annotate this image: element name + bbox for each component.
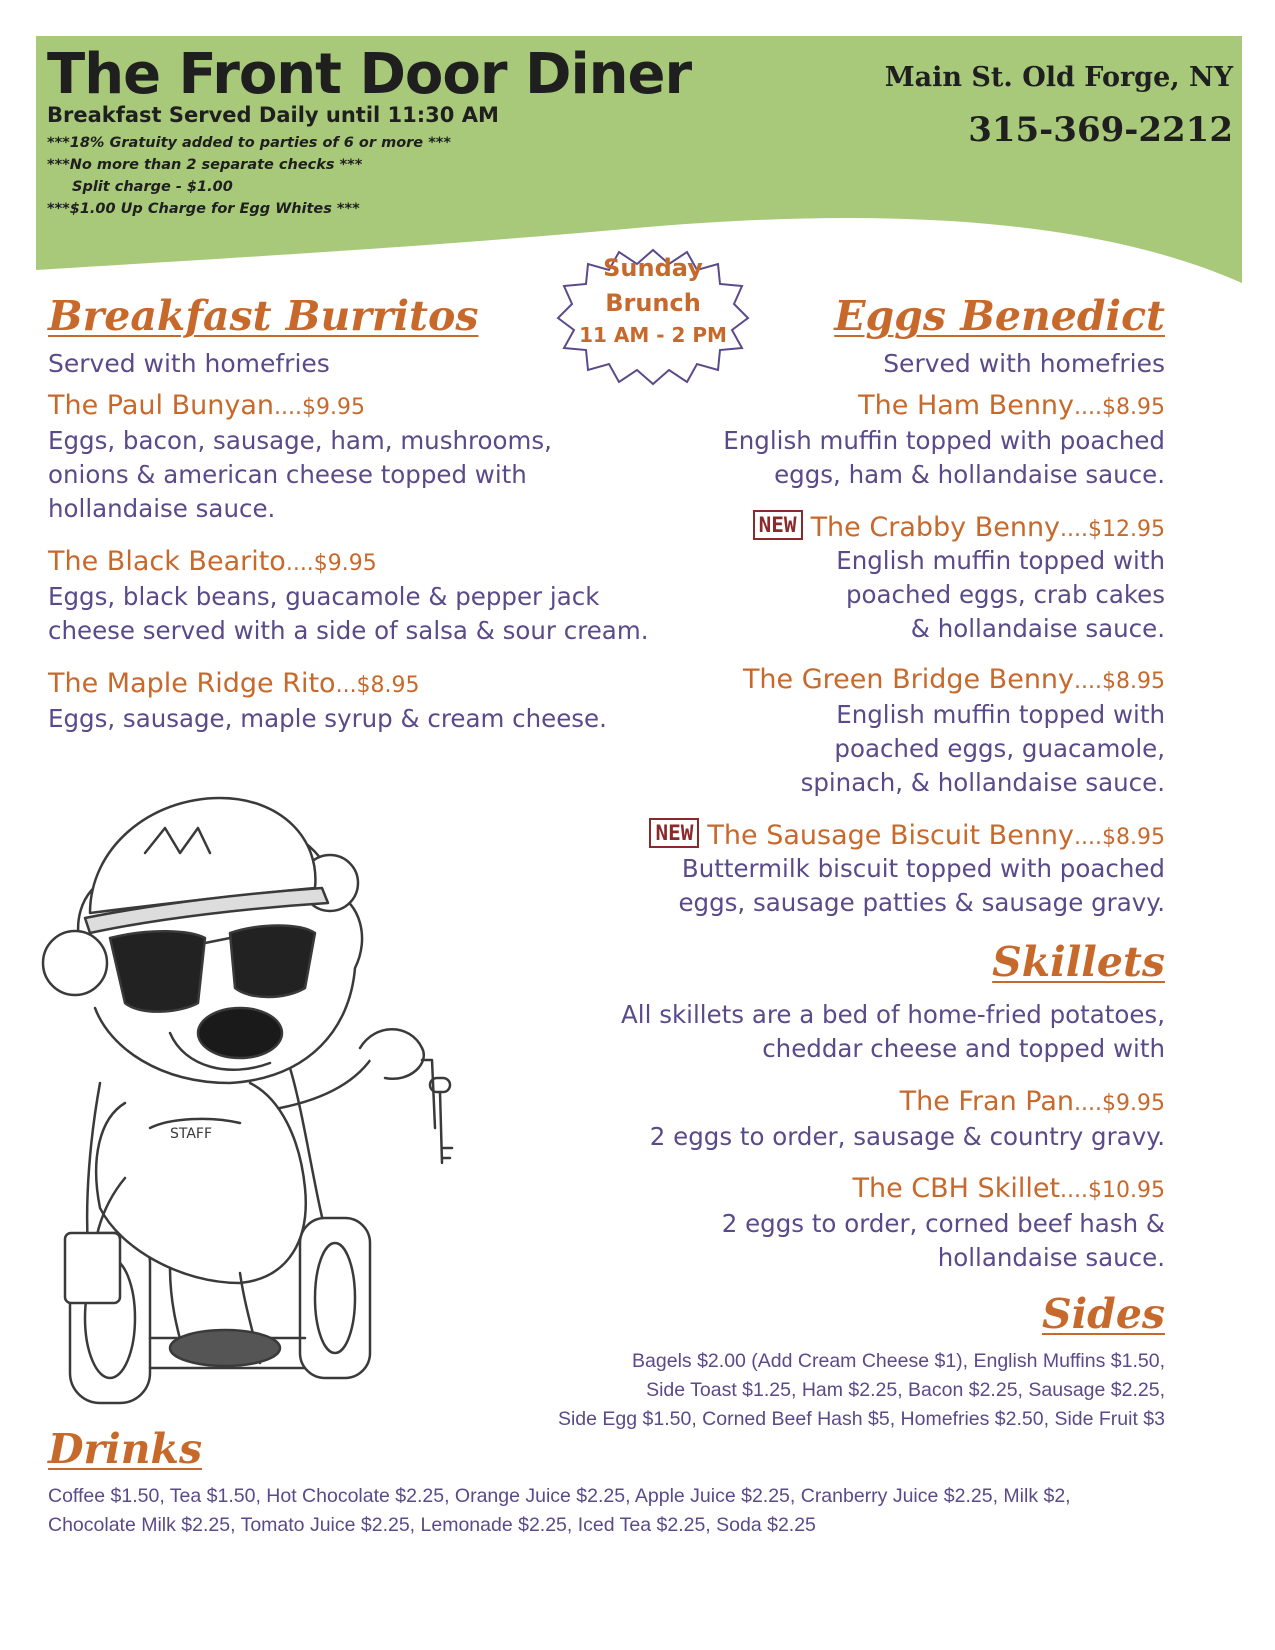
desc-line: & hollandaise sauce.	[910, 614, 1165, 643]
shirt-label: STAFF	[170, 1126, 213, 1142]
desc-line: Eggs, bacon, sausage, ham, mushrooms,	[48, 426, 552, 455]
egg-whites-note: ***$1.00 Up Charge for Egg Whites ***	[47, 201, 360, 217]
desc-line: poached eggs, guacamole,	[834, 734, 1165, 763]
menu-item-sausage-biscuit-benny	[649, 818, 1165, 851]
bear-mascot-illustration	[30, 778, 585, 1418]
skillets-heading: Skillets	[992, 938, 1165, 986]
drinks-list	[48, 1482, 1071, 1540]
new-badge: NEW	[649, 818, 699, 848]
burritos-heading: Breakfast Burritos	[48, 292, 479, 340]
item-price: ....$9.95	[285, 551, 377, 576]
sides-line: Side Egg $1.50, Corned Beef Hash $5, Homefries $2.50, Side Fruit $3	[557, 1408, 1165, 1430]
benedict-subtitle: Served with homefries	[883, 349, 1165, 378]
sides-list	[558, 1347, 1165, 1434]
desc-line: eggs, sausage patties & sausage gravy.	[678, 888, 1165, 917]
skillets-intro	[621, 998, 1165, 1066]
desc-line: Buttermilk biscuit topped with poached	[681, 854, 1165, 883]
brunch-hours: 11 AM - 2 PM	[579, 323, 727, 347]
desc-line: hollandaise sauce.	[48, 494, 276, 523]
desc-line: 2 eggs to order, corned beef hash &	[721, 1209, 1165, 1238]
item-price: ....$8.95	[1074, 395, 1165, 420]
item-name: The Fran Pan	[899, 1086, 1075, 1117]
brunch-line-brunch: Brunch	[605, 289, 701, 317]
item-name: The Crabby Benny	[810, 512, 1061, 543]
item-description	[650, 1120, 1165, 1154]
item-name: The Ham Benny	[858, 390, 1075, 421]
item-name: The Maple Ridge Rito	[48, 668, 336, 699]
item-description	[836, 544, 1165, 646]
item-description	[48, 702, 607, 736]
breakfast-hours: Breakfast Served Daily until 11:30 AM	[47, 103, 499, 127]
benedict-heading: Eggs Benedict	[834, 292, 1165, 340]
item-description	[723, 424, 1165, 492]
item-price: ....$10.95	[1060, 1178, 1165, 1203]
menu-item-green-bridge-benny	[743, 664, 1165, 695]
item-description	[48, 580, 648, 648]
sides-line: Side Toast $1.25, Ham $2.25, Bacon $2.25, Sausage $2.25,	[646, 1379, 1165, 1401]
menu-item-ham-benny	[858, 390, 1165, 421]
menu-item-cbh-skillet	[853, 1173, 1166, 1204]
item-price: ....$9.95	[1074, 1091, 1165, 1116]
item-price: ....$12.95	[1060, 517, 1165, 542]
split-charge-note: Split charge - $1.00	[72, 179, 233, 195]
address: Main St. Old Forge, NY	[884, 62, 1233, 93]
sides-heading: Sides	[1041, 1290, 1165, 1338]
item-name: The Sausage Biscuit Benny	[707, 820, 1075, 851]
desc-line: eggs, ham & hollandaise sauce.	[774, 460, 1165, 489]
item-name: The Black Bearito	[48, 546, 286, 577]
desc-line: Eggs, black beans, guacamole & pepper jack	[48, 582, 600, 611]
sides-line: Bagels $2.00 (Add Cream Cheese $1), English Muffins $1.50,	[632, 1350, 1165, 1372]
desc-line: spinach, & hollandaise sauce.	[800, 768, 1165, 797]
diner-name: The Front Door Diner	[47, 42, 692, 107]
desc-line: hollandaise sauce.	[937, 1243, 1165, 1272]
item-description	[48, 424, 552, 526]
drinks-line: Chocolate Milk $2.25, Tomato Juice $2.25, Lemonade $2.25, Iced Tea $2.25, Soda $2.25	[48, 1514, 816, 1536]
item-description	[722, 1207, 1165, 1275]
burritos-subtitle: Served with homefries	[48, 349, 330, 378]
item-description	[678, 852, 1165, 920]
item-price: ....$9.95	[274, 395, 365, 420]
new-badge: NEW	[753, 510, 803, 540]
drinks-heading: Drinks	[48, 1425, 203, 1473]
desc-line: English muffin topped with poached	[723, 426, 1165, 455]
item-price: ...$8.95	[335, 673, 420, 698]
item-name: The CBH Skillet	[852, 1173, 1061, 1204]
desc-line: English muffin topped with	[836, 700, 1165, 729]
item-price: ....$8.95	[1074, 669, 1165, 694]
menu-item-paul-bunyan	[48, 390, 365, 421]
desc-line: cheese served with a side of salsa & sour cream.	[48, 616, 649, 645]
checks-note: ***No more than 2 separate checks ***	[47, 157, 363, 173]
item-price: ....$8.95	[1074, 825, 1165, 850]
desc-line: onions & american cheese topped with	[48, 460, 527, 489]
menu-item-maple-ridge-rito	[48, 668, 420, 699]
menu-item-black-bearito	[48, 546, 377, 577]
menu-item-crabby-benny	[753, 510, 1165, 543]
desc-line: poached eggs, crab cakes	[845, 580, 1165, 609]
desc-line: All skillets are a bed of home-fried potatoes,	[621, 1000, 1165, 1029]
brunch-line-sunday: Sunday	[603, 254, 703, 282]
phone-number: 315-369-2212	[968, 110, 1233, 150]
desc-line: 2 eggs to order, sausage & country gravy.	[649, 1122, 1165, 1151]
menu-item-fran-pan	[900, 1086, 1165, 1117]
desc-line: cheddar cheese and topped with	[762, 1034, 1165, 1063]
item-description	[801, 698, 1165, 800]
item-name: The Green Bridge Benny	[742, 664, 1075, 695]
gratuity-note: ***18% Gratuity added to parties of 6 or more ***	[47, 135, 451, 151]
desc-line: English muffin topped with	[836, 546, 1165, 575]
item-name: The Paul Bunyan	[48, 390, 274, 421]
desc-line: Eggs, sausage, maple syrup & cream cheese.	[48, 704, 607, 733]
drinks-line: Coffee $1.50, Tea $1.50, Hot Chocolate $2.25, Orange Juice $2.25, Apple Juice $2.25, Cranberry Juice $2.25, Milk $2,	[48, 1485, 1071, 1507]
